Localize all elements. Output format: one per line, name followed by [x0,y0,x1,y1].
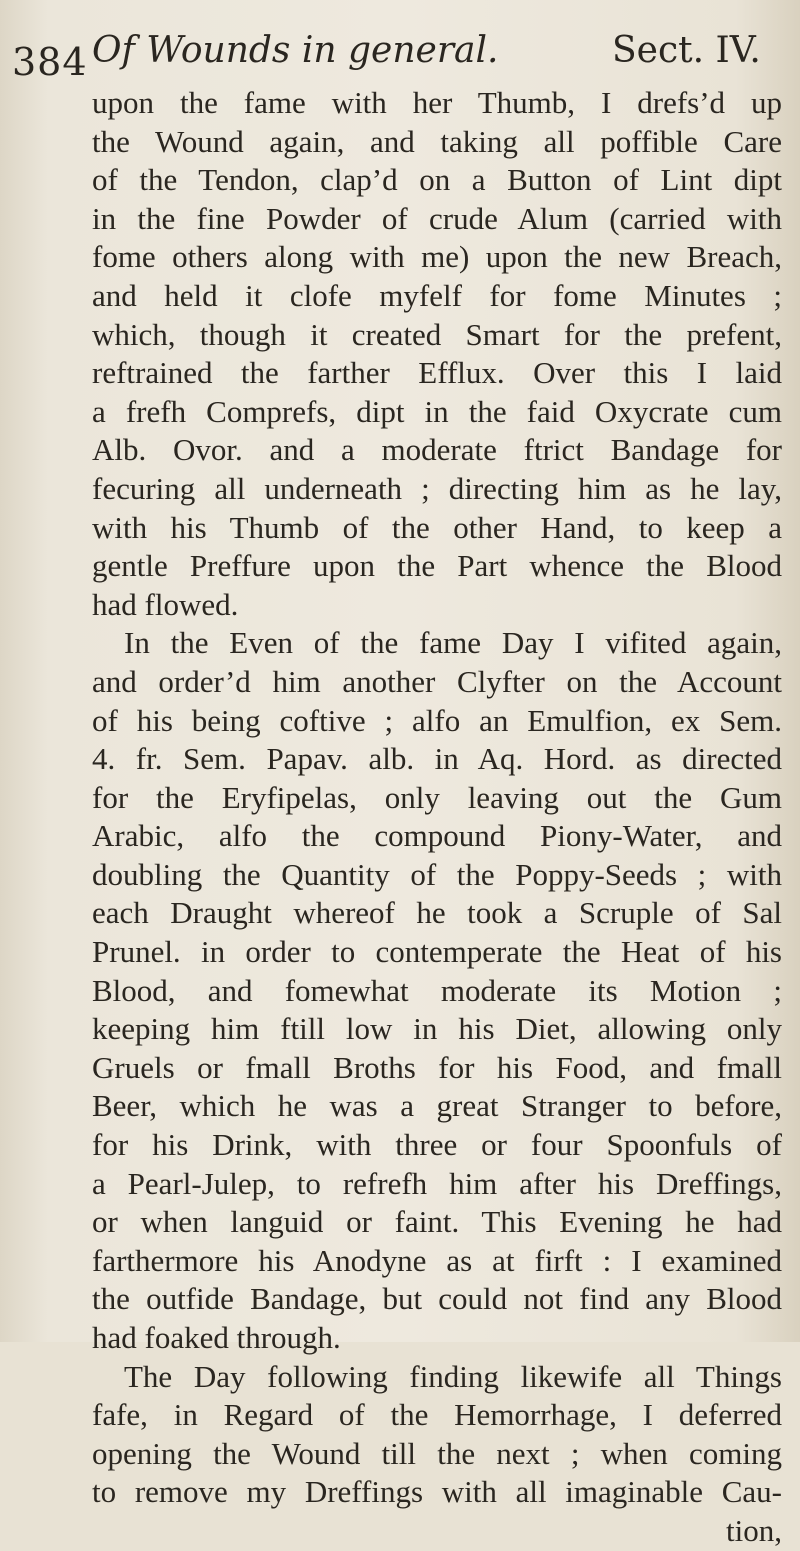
running-head-section: Sect. IV. [612,30,761,71]
text-line: upon the fame with her Thumb, I drefs’d up [92,85,782,120]
text-line: farthermore his Anodyne as at firft : I examined [92,1242,782,1278]
text-line: Beer, which he was a great Stranger to before, [92,1088,782,1124]
text-line: for the Eryfipelas, only leaving out the Gum [92,779,782,815]
text-line: had foaked through. [92,1320,341,1355]
text-line: the outfide Bandage, but could not find any Blood [92,1281,782,1317]
running-head-title: Of Wounds in general. [92,30,499,71]
text-line: and held it clofe myfelf for fome Minutes ; [92,277,782,313]
text-line: a Pearl-Julep, to refrefh him after his Dreffings, [92,1165,782,1201]
text-line: in the fine Powder of crude Alum (carried with [92,200,782,236]
text-line: the Wound again, and taking all poffible Care [92,123,782,159]
text-line: for his Drink, with three or four Spoonfuls of [92,1127,782,1163]
text-line: with his Thumb of the other Hand, to keep a [92,509,782,545]
text-line: fafe, in Regard of the Hemorrhage, I deferred [92,1397,782,1433]
text-line: which, though it created Smart for the prefent, [92,316,782,352]
text-line: reftrained the farther Efflux. Over this I laid [92,355,782,391]
text-line: a frefh Comprefs, dipt in the faid Oxycrate cum [92,393,782,429]
page-number: 384 [12,40,88,84]
text-line: Arabic, alfo the compound Piony-Water, and [92,818,782,854]
text-line: The Day following finding likewife all Things [124,1358,782,1394]
text-line: had flowed. [92,586,239,622]
text-line: gentle Preffure upon the Part whence the Blood [92,548,782,584]
text-line: opening the Wound till the next ; when coming [92,1435,782,1471]
text-line: fecuring all underneath ; directing him as he lay, [92,470,782,506]
text-line: Gruels or fmall Broths for his Food, and fmall [92,1049,782,1085]
text-line: of his being coftive ; alfo an Emulfion, ex Sem. [92,702,782,738]
text-line: Blood, and fomewhat moderate its Motion ; [92,972,782,1008]
text-line: doubling the Quantity of the Poppy-Seeds ; with [92,856,782,892]
text-line: In the Even of the fame Day I vifited again, [124,625,782,661]
text-line: fome others along with me) upon the new Breach, [92,239,782,275]
text-line: or when languid or faint. This Evening he had [92,1204,782,1240]
text-line: to remove my Dreffings with all imaginable Cau- [92,1474,782,1510]
text-line: keeping him ftill low in his Diet, allowing only [92,1011,782,1047]
running-head [92,30,782,71]
text-line: Alb. Ovor. and a moderate ftrict Bandage for [92,432,782,468]
text-line: Prunel. in order to contemperate the Heat of his [92,934,782,970]
text-line: 4. fr. Sem. Papav. alb. in Aq. Hord. as directed [92,741,782,777]
text-line: of the Tendon, clap’d on a Button of Lint dipt [92,162,782,198]
text-line: each Draught whereof he took a Scruple of Sal [92,895,782,931]
body-text [92,84,782,1551]
text-line: and order’d him another Clyfter on the Account [92,663,782,699]
text-line: tion, [726,1512,782,1548]
